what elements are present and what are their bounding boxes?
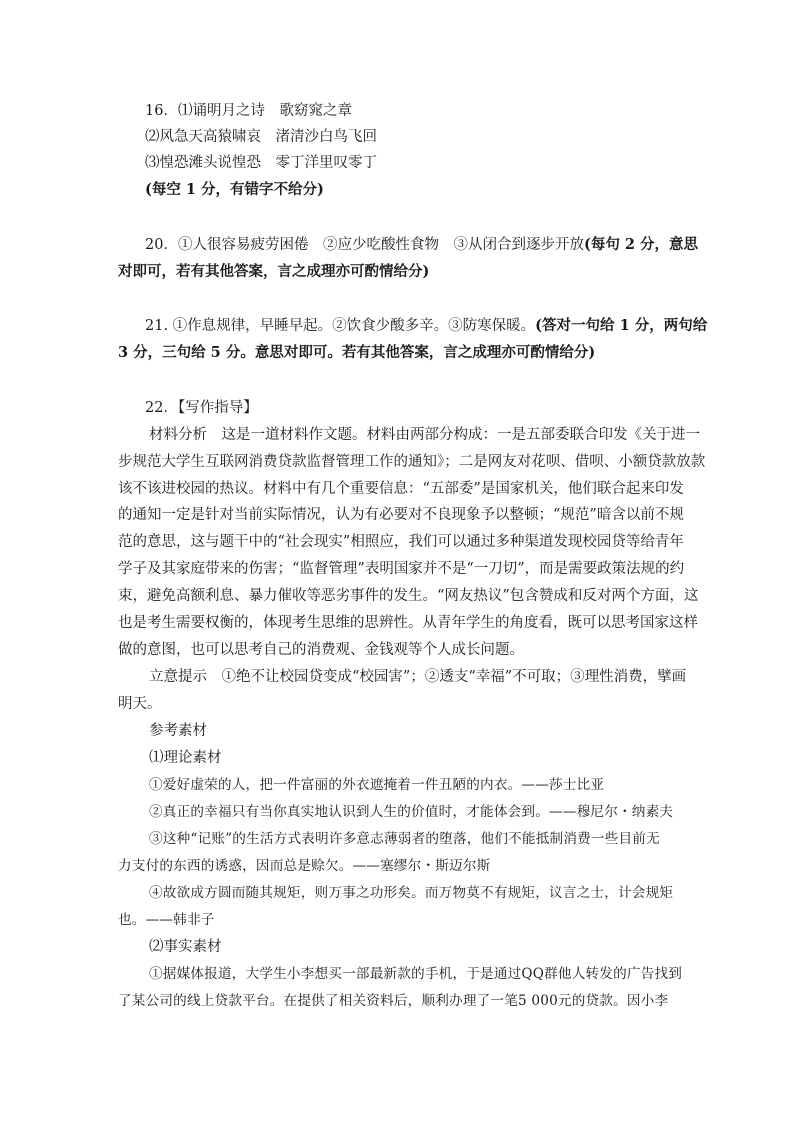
fact-heading: ⑵事实素材 (149, 939, 222, 955)
theory-quote: ③这种“记账”的生活方式表明许多意志薄弱者的堕落，他们不能抵制消费一些目前无 (149, 831, 660, 847)
theory-quote: ④故欲成方圆而随其规矩，则万事之功形矣。而万物莫不有规矩，议言之士，计会规矩 (149, 885, 674, 901)
q21-score-note-cont: 3 分，三句给 5 分。意思对即可。若有其他答案，言之成理亦可酌情给分) (118, 344, 596, 361)
theory-quote: 力支付的东西的诱惑，因而总是赊欠。——塞缪尔・斯迈尔斯 (118, 858, 491, 874)
analysis-line: 的通知一定是针对当前实际情况，认为有必要对不良现象予以整顿；“规范”暗含以前不规 (118, 507, 684, 523)
analysis-line: 束，避免高额利息、暴力催收等恶劣事件的发生。“网友热议”包含赞成和反对两个方面，这 (118, 588, 699, 604)
q20-answer (145, 235, 705, 255)
q20-score-note-cont: 对即可，若有其他答案，言之成理亦可酌情给分) (118, 263, 430, 280)
q16-line-2: ⑵风急天高猿啸哀 渚清沙白鸟飞回 (145, 129, 377, 145)
fact-paragraph: ①据媒体报道，大学生小李想买一部最新款的手机，于是通过QQ群他人转发的广告找到 (149, 966, 683, 982)
q21-answer (145, 316, 708, 336)
analysis-line: 该不该进校园的热议。材料中有几个重要信息：“五部委”是国家机关，他们联合起来印发 (118, 481, 684, 497)
idea-line: 明天。 (118, 696, 162, 712)
q20-score-note: (每句 2 分，意思 (583, 236, 698, 253)
analysis-line: 步规范大学生互联网消费贷款监督管理工作的通知》；二是网友对花呗、借呗、小额贷款放款 (118, 454, 706, 470)
q22-heading: 22．【写作指导】 (145, 400, 258, 416)
analysis-line: 范的意思，这与题干中的“社会现实”相照应，我们可以通过多种渠道发现校园贷等给青年 (118, 534, 684, 550)
fact-paragraph: 了某公司的线上贷款平台。在提供了相关资料后，顺利办理了一笔5 000元的贷款。因小李 (118, 993, 669, 1009)
q21-text: 21. ①作息规律，早睡早起。②饮食少酸多辛。③防寒保暖。 (145, 318, 536, 334)
q16-line-1: 16．⑴诵明月之诗 歌窈窕之章 (145, 103, 352, 119)
q20-text: 20．①人很容易疲劳困倦 ②应少吃酸性食物 ③从闭合到逐步开放 (145, 237, 584, 253)
q21-score-note: (答对一句给 1 分，两句给 (535, 317, 708, 334)
theory-quote: ②真正的幸福只有当你真实地认识到人生的价值时，才能体会到。——穆尼尔・纳素夫 (149, 804, 674, 820)
idea-line: 立意提示 ①绝不让校园贷变成“校园害”；②透支“幸福”不可取；③理性消费，擘画 (149, 669, 687, 685)
q16-score-note: (每空 1 分，有错字不给分) (145, 181, 324, 198)
theory-quote: 也。——韩非子 (118, 912, 215, 928)
analysis-line: 也是考生需要权衡的，体现考生思维的思辨性。从青年学生的角度看，既可以思考国家这样 (118, 615, 698, 631)
theory-heading: ⑴理论素材 (149, 750, 222, 766)
analysis-line: 做的意图，也可以思考自己的消费观、金钱观等个人成长问题。 (118, 642, 524, 658)
q16-line-3: ⑶惶恐滩头说惶恐 零丁洋里叹零丁 (145, 155, 377, 171)
analysis-line: 材料分析 这是一道材料作文题。材料由两部分构成：一是五部委联合印发《关于进一 (149, 427, 700, 443)
reference-heading: 参考素材 (149, 723, 207, 739)
theory-quote: ①爱好虚荣的人，把一件富丽的外衣遮掩着一件丑陋的内衣。——莎士比亚 (149, 777, 605, 793)
analysis-line: 学子及其家庭带来的伤害；“监督管理”表明国家并不是“一刀切”，而是需要政策法规的约 (118, 561, 685, 577)
